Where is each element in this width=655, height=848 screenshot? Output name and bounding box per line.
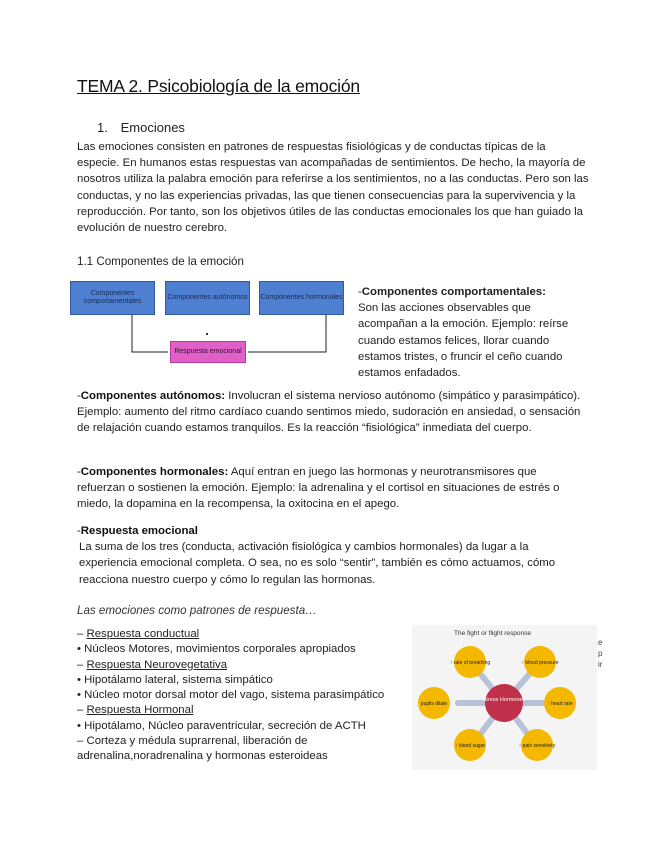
respuesta-text: La suma de los tres (conducta, activación fisiológica y cambios hormonales) da lugar a la experiencia emocional completa. O sea, no es solo “sentir”, también es cómo actuamos, cómo reacciona nuestro cuerpo y cómo lo regulan las hormonas. <box>79 541 556 586</box>
respuesta-heading: Respuesta emocional <box>80 525 198 537</box>
section-heading <box>97 120 185 135</box>
comportamentales-text: Son las acciones observables que acompañan a la emoción. Ejemplo: reírse cuando estamos felices, llorar cuando estamos tristes, o fruncir el ceño cuando estamos enfadados. <box>358 302 569 380</box>
ff-title: The fight or flight response <box>454 630 531 637</box>
components-diagram <box>70 278 350 368</box>
autonomos-heading: Componentes autónomos: <box>80 390 226 402</box>
fight-or-flight-diagram <box>412 625 597 770</box>
section-number: 1. <box>97 120 108 135</box>
fight-or-flight-figure <box>412 625 597 770</box>
ff-node-pressure: ↑ blood pressure <box>521 660 559 666</box>
list-item: • Hipotálamo lateral, sistema simpático <box>77 673 273 686</box>
diagram-box-hormonales: Componentes hormonales <box>259 281 344 315</box>
diagram-box-comportamentales: Componentes comportamentales <box>70 281 155 315</box>
ff-center-node <box>485 684 523 722</box>
respuesta-block: -Respuesta emocional La suma de los tres (conducta, activación fisiológica y cambios hormonales) da lugar a la experiencia emocional completa. O sea, no es solo “sentir”, también es cómo actuamos, cómo reacciona nuestro cuerpo y cómo lo regulan las hormonas. <box>77 523 582 588</box>
hormonales-heading: Componentes hormonales: <box>80 466 229 478</box>
comportamentales-block: -Componentes comportamentales: Son las acciones observables que acompañan a la emoción. Ejemplo: reírse cuando estamos felices, llorar cuando estamos tristes, o fruncir el ceño cuando estamos enfadados. <box>358 286 569 380</box>
ff-center-label: Stress Hormones <box>482 697 526 703</box>
diagram-box-autonomos: Componentes autónomos <box>165 281 250 315</box>
ff-node-sugar: ↑ blood sugar <box>454 743 486 749</box>
patterns-list <box>77 627 407 765</box>
list-item: – Respuesta Hormonal <box>77 704 194 717</box>
autonomos-block: -Componentes autónomos: Involucran el sistema nervioso autónomo (simpático y parasimpático). Ejemplo: aumento del ritmo cardíaco cuando sentimos miedo, sudoración en ansiedad, o sensación de relajación cuando estamos tranquilos. Es la reacción “fisiológica” inmediata del cuerpo. <box>77 390 581 435</box>
list-item: – Corteza y médula suprarrenal, liberación de adrenalina,noradrenalina y hormonas esteroideas <box>77 735 328 763</box>
ff-node-pain: ↑ pain sensitivity <box>518 743 556 749</box>
list-item: – Respuesta conductual <box>77 628 200 640</box>
autonomos-text: Involucran el sistema nervioso autónomo (simpático y parasimpático). Ejemplo: aumento del ritmo cardíaco cuando sentimos miedo, sudoración en ansiedad, o sensación de relajación cuando estamos tranquilos. Es la reacción “fisiológica” inmediata del cuerpo. <box>77 390 581 435</box>
section-label: Emociones <box>120 120 185 135</box>
ff-node-heart: ↑ heart rate <box>547 701 573 707</box>
ff-node-pupils: pupils dilate <box>420 701 448 707</box>
intro-paragraph: Las emociones consisten en patrones de respuestas fisiológicas y de conductas típicas de la especie. En humanos estas respuestas van acompañadas de sentimientos. De hecho, la mayoría de nosotros utiliza la palabra emoción para referirse a los sentimientos, no a las conductas. Pero son las conductas, y no las experiencias privadas, las que tienen consecuencias para la supervivencia y la reproducción. Por tanto, son los objetivos útiles de las conductas emocionales los que han guiado la evolución de nuestro cerebro. <box>77 141 589 235</box>
patterns-title: Las emociones como patrones de respuesta… <box>77 604 317 617</box>
diagram-box-respuesta: Respuesta emocional <box>170 341 246 363</box>
page-title: TEMA 2. Psicobiología de la emoción <box>77 76 360 96</box>
list-item: – Respuesta Neurovegetativa <box>77 658 228 671</box>
comportamentales-heading: Componentes comportamentales: <box>361 286 546 298</box>
list-item: • Núcleo motor dorsal motor del vago, sistema parasimpático <box>77 689 385 702</box>
hormonales-text: Aquí entran en juego las hormonas y neurotransmisores que refuerzan o sostienen la emoción. Ejemplo: la adrenalina y el cortisol en situaciones de estrés o miedo, la dopamina en la recompensa, la oxitocina en el apego. <box>77 466 560 511</box>
list-item: • Núcleos Motores, movimientos corporales apropiados <box>77 643 356 656</box>
ff-node-breathing: ↑ rate of breathing <box>449 660 491 666</box>
subsection-heading: 1.1 Componentes de la emoción <box>77 255 244 268</box>
hormonales-block: -Componentes hormonales: Aquí entran en juego las hormonas y neurotransmisores que refuerzan o sostienen la emoción. Ejemplo: la adrenalina y el cortisol en situaciones de estrés o miedo, la dopamina en la recompensa, la oxitocina en el apego. <box>77 466 560 511</box>
side-letters: e p ir <box>598 638 603 669</box>
list-item: • Hipotálamo, Núcleo paraventricular, secreción de ACTH <box>77 719 366 732</box>
